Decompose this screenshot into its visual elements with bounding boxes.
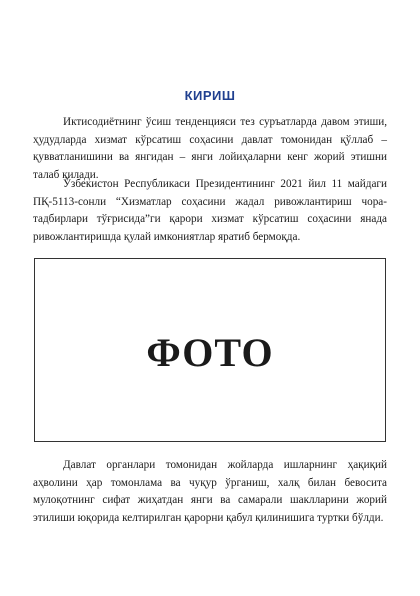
page-title: КИРИШ <box>184 88 236 103</box>
photo-placeholder-label: ФОТО <box>146 329 274 375</box>
paragraph-decree: Ўзбекистон Республикаси Президентининг 2021 йил 11 майдаги ПҚ-5113-сонли “Хизматлар соҳасини жадал ривожлантириш чора-тадбирлари тўғрисида”ги қарори хизмат кўрсатиш соҳасини янада ривожлантиришда қулай имкониятлар яратиб бермоқда. <box>33 178 387 243</box>
photo-placeholder <box>34 258 386 442</box>
paragraph-government: Давлат органлари томонидан жойларда ишларнинг ҳақиқий аҳволини ҳар томонлама ва чуқур ўрганиш, халқ билан бевосита мулоқотнинг сифат жиҳатдан янги ва самарали шаклларини жорий этилиши юқорида келтирилган қарорни қабул қилинишига туртки бўлди. <box>33 459 387 524</box>
paragraph-intro: Иктисодиётнинг ўсиш тенденцияси тез суръатларда давом этиши, ҳудудларда хизмат кўрсатиш соҳасини давлат томонидан қўллаб – қувватланишини ва янгидан – янги лойиҳаларни кенг жорий этишни талаб қилади. <box>33 116 387 181</box>
